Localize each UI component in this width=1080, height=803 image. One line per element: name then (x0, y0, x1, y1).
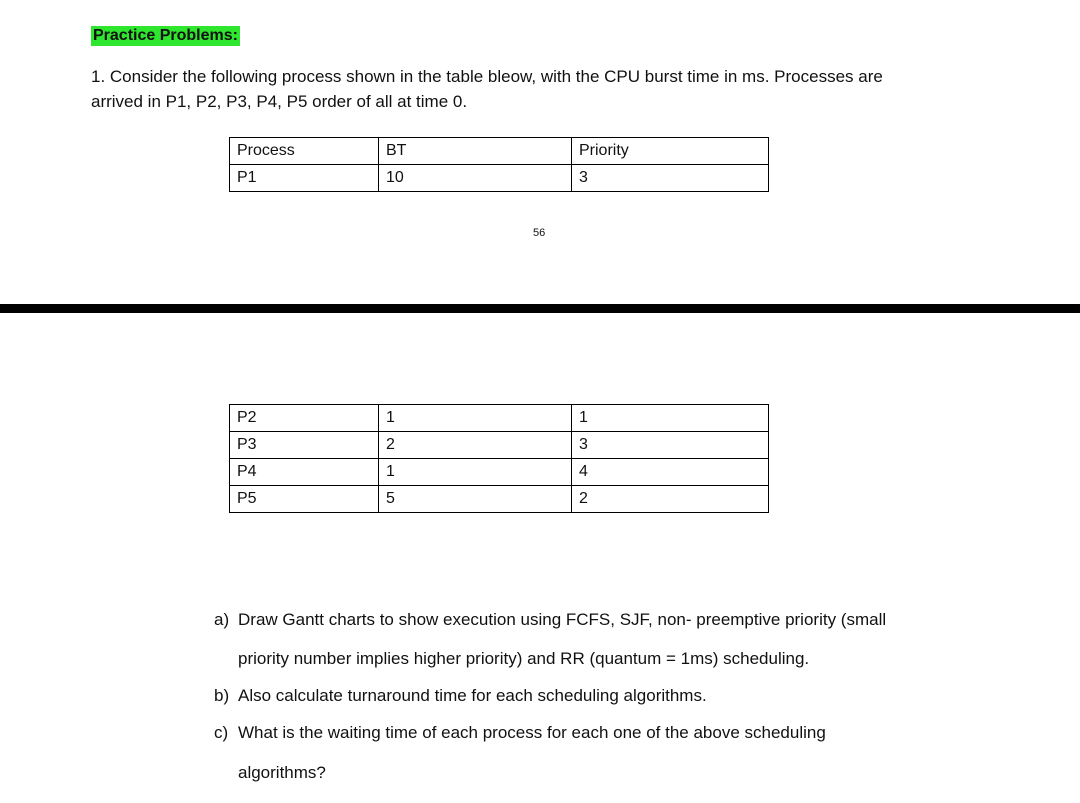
cell-priority: 3 (572, 432, 769, 459)
subquestion-b-text: Also calculate turnaround time for each scheduling algorithms. (238, 686, 707, 705)
subquestion-c (214, 721, 1014, 745)
header-process: Process (230, 138, 379, 165)
subquestion-a-label: a) (214, 610, 230, 629)
cell-process: P5 (230, 486, 379, 513)
subquestion-a (214, 608, 1014, 632)
table-row (230, 405, 769, 432)
process-table-part-2 (229, 404, 769, 513)
table-row (230, 165, 769, 192)
cell-process: P1 (230, 165, 379, 192)
subquestion-b-label: b) (214, 686, 230, 705)
table-row (230, 486, 769, 513)
cell-priority: 4 (572, 459, 769, 486)
cell-priority: 1 (572, 405, 769, 432)
process-table-part-1 (229, 137, 769, 192)
page-divider (0, 304, 1080, 313)
cell-priority: 3 (572, 165, 769, 192)
subquestion-c-line-2: algorithms? (238, 763, 326, 782)
table-row (230, 459, 769, 486)
cell-priority: 2 (572, 486, 769, 513)
header-priority: Priority (572, 138, 769, 165)
page-number: 56 (533, 227, 546, 239)
table-header-row (230, 138, 769, 165)
cell-process: P3 (230, 432, 379, 459)
subquestion-c-label: c) (214, 723, 229, 742)
header-bt: BT (379, 138, 572, 165)
cell-process: P4 (230, 459, 379, 486)
cell-process: P2 (230, 405, 379, 432)
cell-bt: 10 (379, 165, 572, 192)
subquestion-c-line-1: What is the waiting time of each process for each one of the above scheduling (238, 723, 826, 742)
subquestion-b (214, 684, 1014, 708)
cell-bt: 2 (379, 432, 572, 459)
question-text (91, 64, 991, 114)
section-heading: Practice Problems: (93, 27, 238, 44)
subquestion-a-line-2: priority number implies higher priority) and RR (quantum = 1ms) scheduling. (238, 649, 810, 668)
table-row (230, 432, 769, 459)
cell-bt: 1 (379, 405, 572, 432)
question-line-1: 1. Consider the following process shown in the table bleow, with the CPU burst time in ms. Processes are (91, 67, 883, 86)
subquestion-a-line-1: Draw Gantt charts to show execution using FCFS, SJF, non- preemptive priority (small (238, 610, 887, 629)
question-line-2: arrived in P1, P2, P3, P4, P5 order of all at time 0. (91, 92, 468, 111)
cell-bt: 5 (379, 486, 572, 513)
cell-bt: 1 (379, 459, 572, 486)
